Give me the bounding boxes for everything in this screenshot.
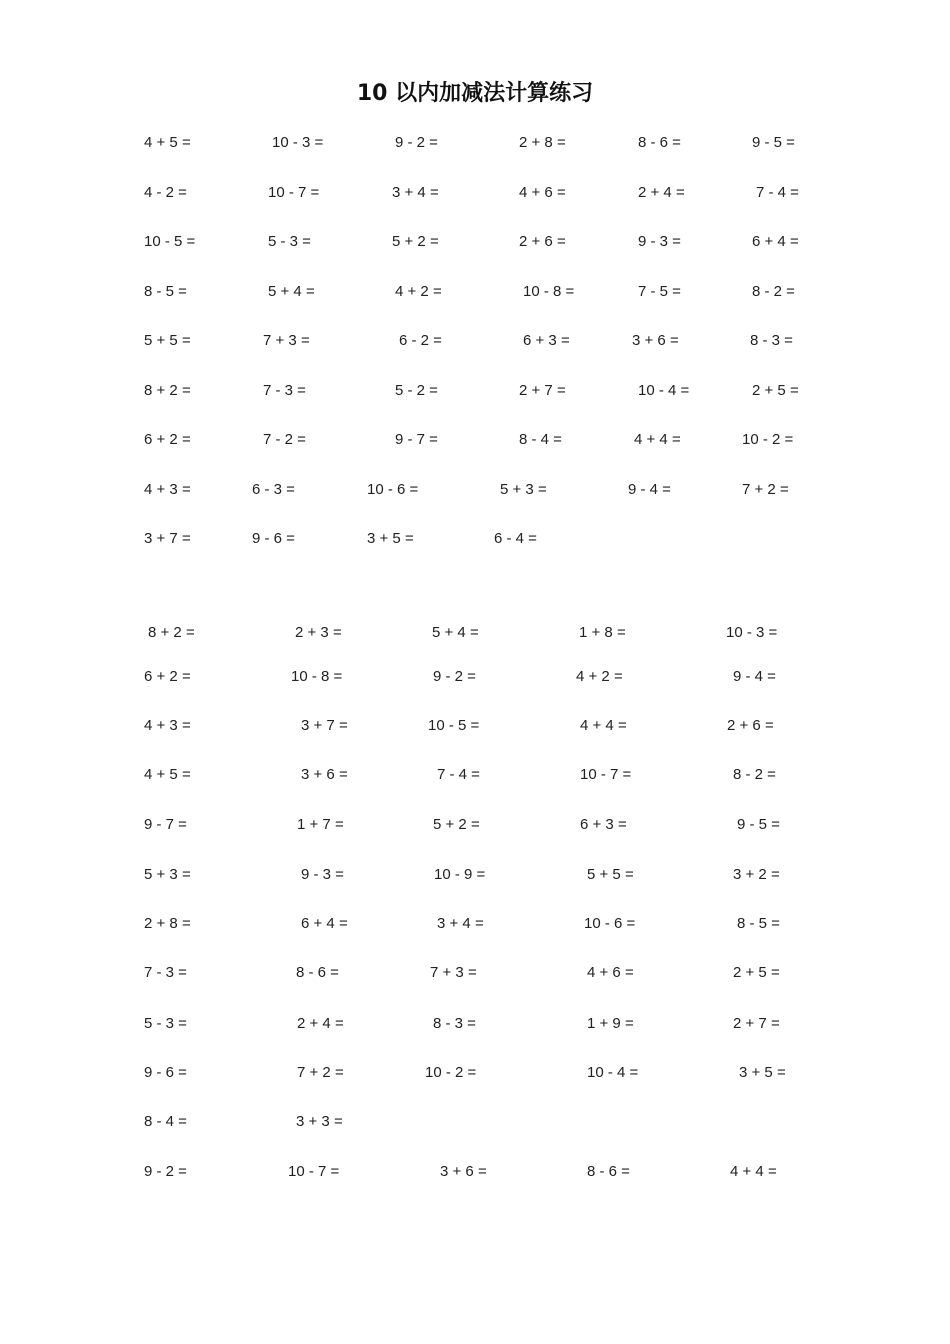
math-problem: 9 - 2 = — [395, 134, 438, 151]
math-problem: 8 - 6 = — [587, 1163, 630, 1180]
math-problem: 5 + 3 = — [144, 866, 191, 883]
math-problem: 2 + 6 = — [519, 233, 566, 250]
math-problem: 8 - 2 = — [733, 766, 776, 783]
math-problem: 1 + 8 = — [579, 624, 626, 641]
math-problem: 10 - 5 = — [428, 717, 480, 734]
math-problem: 3 + 4 = — [437, 915, 484, 932]
math-problem: 10 - 8 = — [523, 283, 575, 300]
math-problem: 5 + 2 = — [392, 233, 439, 250]
math-problem: 2 + 8 = — [519, 134, 566, 151]
math-problem: 9 - 5 = — [737, 816, 780, 833]
math-problem: 10 - 2 = — [742, 431, 794, 448]
math-problem: 1 + 7 = — [297, 816, 344, 833]
math-problem: 1 + 9 = — [587, 1015, 634, 1032]
math-problem: 7 + 2 = — [297, 1064, 344, 1081]
math-problem: 10 - 4 = — [638, 382, 690, 399]
math-problem: 7 - 5 = — [638, 283, 681, 300]
math-problem: 10 - 7 = — [288, 1163, 340, 1180]
math-problem: 10 - 4 = — [587, 1064, 639, 1081]
math-problem: 2 + 7 = — [519, 382, 566, 399]
math-problem: 6 + 2 = — [144, 431, 191, 448]
math-problem: 2 + 8 = — [144, 915, 191, 932]
math-problem: 10 - 5 = — [144, 233, 196, 250]
math-problem: 5 + 3 = — [500, 481, 547, 498]
math-problem: 9 - 4 = — [628, 481, 671, 498]
math-problem: 9 - 2 = — [433, 668, 476, 685]
math-problem: 9 - 3 = — [638, 233, 681, 250]
math-problem: 5 + 4 = — [268, 283, 315, 300]
math-problem: 5 + 2 = — [433, 816, 480, 833]
math-problem: 6 + 3 = — [580, 816, 627, 833]
math-problem: 10 - 3 = — [272, 134, 324, 151]
math-problem: 5 + 5 = — [587, 866, 634, 883]
math-problem: 6 + 3 = — [523, 332, 570, 349]
math-problem: 10 - 3 = — [726, 624, 778, 641]
math-problem: 6 - 4 = — [494, 530, 537, 547]
math-problem: 4 + 4 = — [634, 431, 681, 448]
math-problem: 4 + 3 = — [144, 481, 191, 498]
math-problem: 3 + 2 = — [733, 866, 780, 883]
math-problem: 3 + 6 = — [632, 332, 679, 349]
math-problem: 8 + 2 = — [148, 624, 195, 641]
math-problem: 5 - 3 = — [144, 1015, 187, 1032]
math-problem: 5 + 4 = — [432, 624, 479, 641]
math-problem: 7 - 3 = — [144, 964, 187, 981]
math-problem: 9 - 2 = — [144, 1163, 187, 1180]
math-problem: 4 + 4 = — [730, 1163, 777, 1180]
math-problem: 3 + 5 = — [739, 1064, 786, 1081]
math-problem: 7 - 3 = — [263, 382, 306, 399]
page-title: 10 以内加减法计算练习 — [356, 81, 594, 106]
math-problem: 8 - 4 = — [519, 431, 562, 448]
math-problem: 9 - 7 = — [144, 816, 187, 833]
math-problem: 3 + 6 = — [301, 766, 348, 783]
math-problem: 5 - 3 = — [268, 233, 311, 250]
math-problem: 4 + 5 = — [144, 766, 191, 783]
math-problem: 4 + 6 = — [519, 184, 566, 201]
math-problem: 7 + 3 = — [263, 332, 310, 349]
math-problem: 4 + 5 = — [144, 134, 191, 151]
math-problem: 7 + 2 = — [742, 481, 789, 498]
math-problem: 6 - 2 = — [399, 332, 442, 349]
math-problem: 10 - 7 = — [268, 184, 320, 201]
math-problem: 10 - 9 = — [434, 866, 486, 883]
math-problem: 10 - 6 = — [584, 915, 636, 932]
math-problem: 10 - 7 = — [580, 766, 632, 783]
math-problem: 9 - 7 = — [395, 431, 438, 448]
math-problem: 8 - 3 = — [750, 332, 793, 349]
math-problem: 5 + 5 = — [144, 332, 191, 349]
math-problem: 6 + 4 = — [752, 233, 799, 250]
math-problem: 4 + 2 = — [576, 668, 623, 685]
math-problem: 7 - 2 = — [263, 431, 306, 448]
math-problem: 4 + 4 = — [580, 717, 627, 734]
math-problem: 9 - 4 = — [733, 668, 776, 685]
math-problem: 4 - 2 = — [144, 184, 187, 201]
math-problem: 6 + 4 = — [301, 915, 348, 932]
math-problem: 2 + 4 = — [297, 1015, 344, 1032]
math-problem: 2 + 6 = — [727, 717, 774, 734]
math-problem: 8 - 6 = — [296, 964, 339, 981]
math-problem: 9 - 6 = — [252, 530, 295, 547]
math-problem: 3 + 6 = — [440, 1163, 487, 1180]
math-problem: 2 + 5 = — [733, 964, 780, 981]
math-problem: 10 - 8 = — [291, 668, 343, 685]
math-problem: 3 + 7 = — [144, 530, 191, 547]
math-problem: 3 + 5 = — [367, 530, 414, 547]
math-problem: 2 + 3 = — [295, 624, 342, 641]
math-problem: 8 - 5 = — [144, 283, 187, 300]
math-problem: 8 - 2 = — [752, 283, 795, 300]
math-problem: 6 - 3 = — [252, 481, 295, 498]
math-problem: 7 - 4 = — [756, 184, 799, 201]
math-problem: 8 - 4 = — [144, 1113, 187, 1130]
math-problem: 3 + 3 = — [296, 1113, 343, 1130]
math-problem: 6 + 2 = — [144, 668, 191, 685]
math-problem: 10 - 2 = — [425, 1064, 477, 1081]
math-problem: 5 - 2 = — [395, 382, 438, 399]
math-problem: 3 + 4 = — [392, 184, 439, 201]
math-problem: 10 - 6 = — [367, 481, 419, 498]
math-problem: 7 + 3 = — [430, 964, 477, 981]
math-problem: 4 + 3 = — [144, 717, 191, 734]
math-problem: 9 - 5 = — [752, 134, 795, 151]
math-problem: 4 + 6 = — [587, 964, 634, 981]
math-problem: 8 - 5 = — [737, 915, 780, 932]
math-problem: 8 - 6 = — [638, 134, 681, 151]
math-problem: 2 + 7 = — [733, 1015, 780, 1032]
math-problem: 9 - 6 = — [144, 1064, 187, 1081]
math-problem: 8 + 2 = — [144, 382, 191, 399]
math-problem: 9 - 3 = — [301, 866, 344, 883]
math-problem: 2 + 5 = — [752, 382, 799, 399]
math-problem: 4 + 2 = — [395, 283, 442, 300]
math-problem: 2 + 4 = — [638, 184, 685, 201]
math-problem: 8 - 3 = — [433, 1015, 476, 1032]
math-problem: 7 - 4 = — [437, 766, 480, 783]
math-problem: 3 + 7 = — [301, 717, 348, 734]
